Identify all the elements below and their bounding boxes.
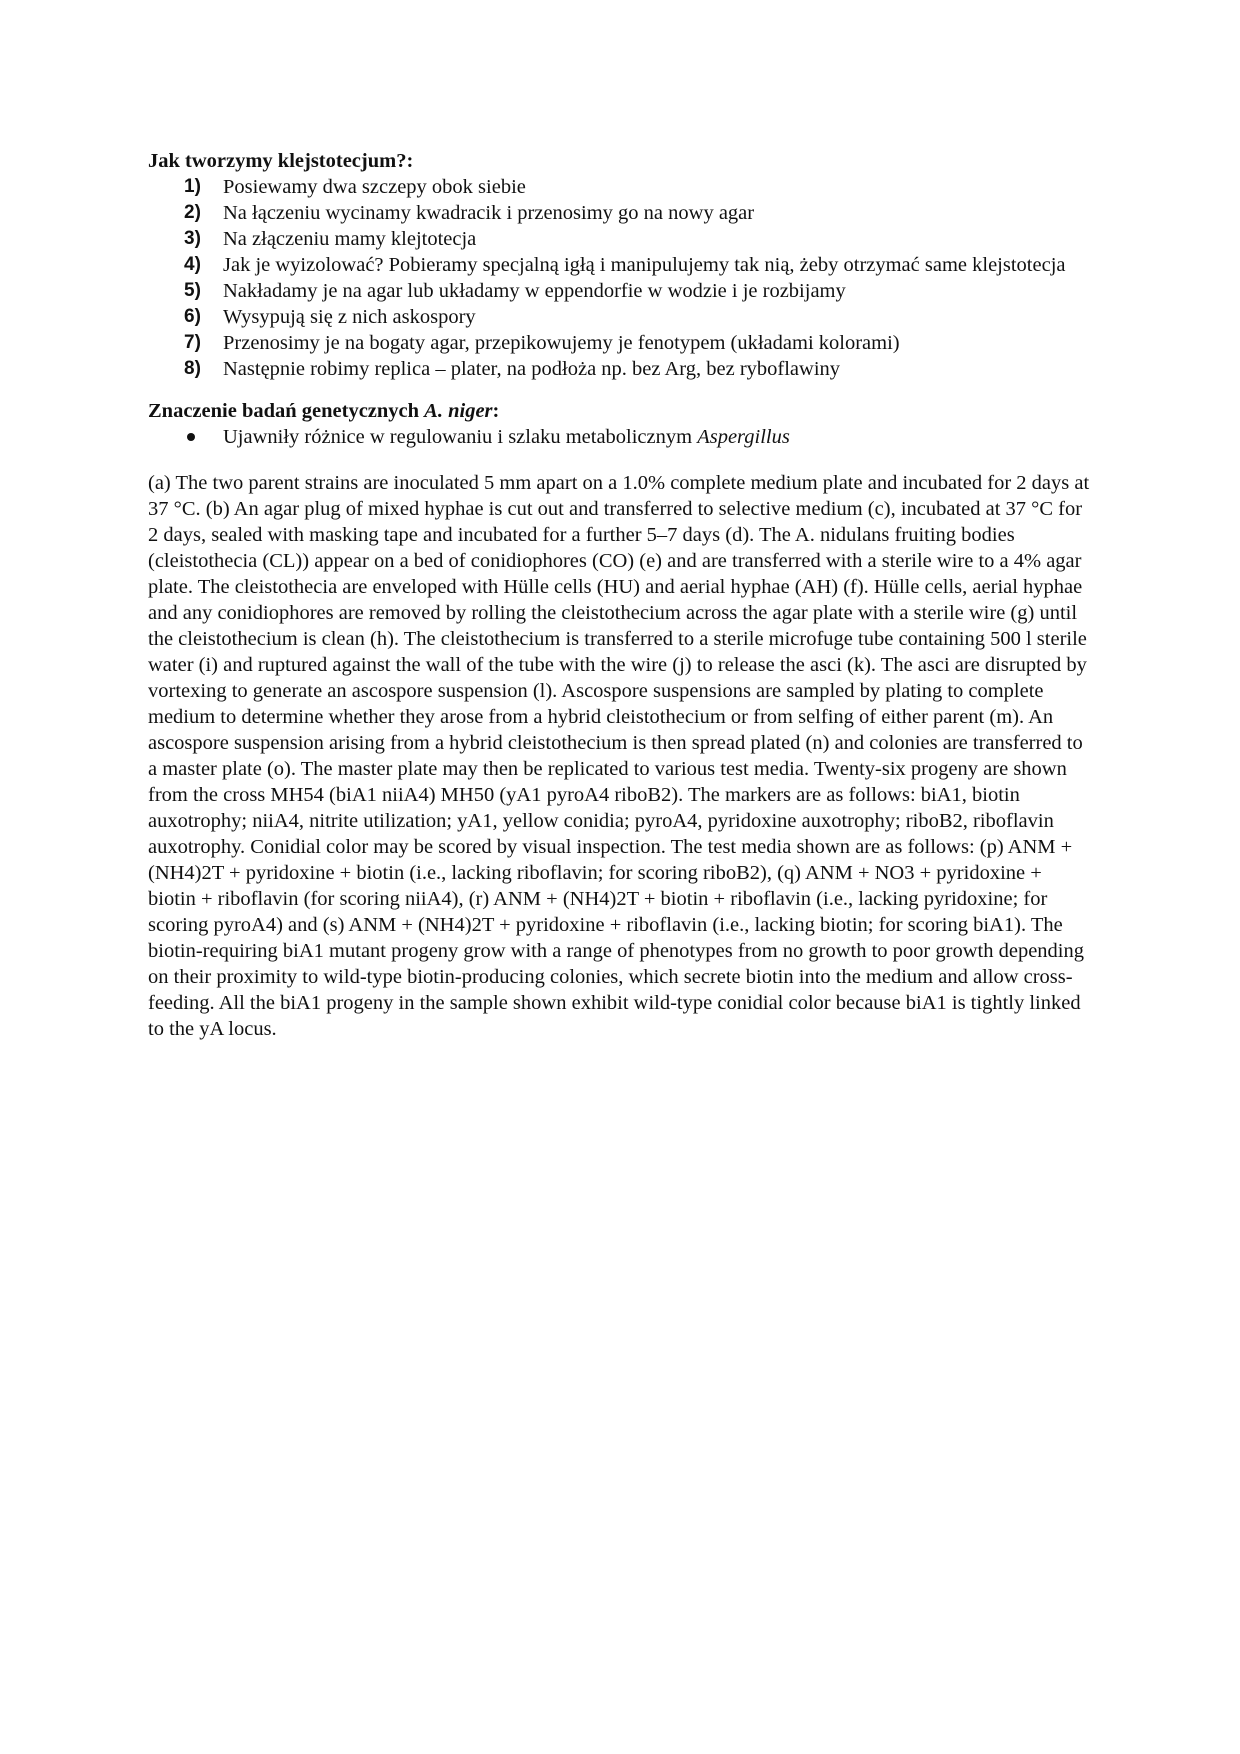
list-item [148, 174, 1092, 200]
list-item-text: Na łączeniu wycinamy kwadracik i przenosimy go na nowy agar [223, 202, 755, 224]
bullet-list [148, 424, 1092, 450]
list-item-text: Przenosimy je na bogaty agar, przepikowujemy je fenotypem (układami kolorami) [223, 332, 900, 354]
list-item [148, 226, 1092, 252]
list-item [148, 330, 1092, 356]
list-item [148, 200, 1092, 226]
list-number: 2) [184, 202, 201, 223]
list-number: 6) [184, 306, 201, 327]
list-item-text: Nakładamy je na agar lub układamy w eppendorfie w wodzie i je rozbijamy [223, 280, 846, 302]
description-paragraph: (a) The two parent strains are inoculated 5 mm apart on a 1.0% complete medium plate and incubated for 2 days at 37 °C. (b) An agar plug of mixed hyphae is cut out and transferred to selective medium (c), incubated at 37 °C for 2 days, sealed with masking tape and incubated for a further 5–7 days (d). The A. nidulans fruiting bodies (cleistothecia (CL)) appear on a bed of conidiophores (CO) (e) and are transferred with a sterile wire to a 4% agar plate. The cleistothecia are enveloped with Hülle cells (HU) and aerial hyphae (AH) (f). Hülle cells, aerial hyphae and any conidiophores are removed by rolling the cleistothecium across the agar plate with a sterile wire (g) until the cleistothecium is clean (h). The cleistothecium is transferred to a sterile microfuge tube containing 500 l sterile water (i) and ruptured against the wall of the tube with the wire (j) to release the asci (k). The asci are disrupted by vortexing to generate an ascospore suspension (l). Ascospore suspensions are sampled by plating to complete medium to determine whether they arose from a hybrid cleistothecium or from selfing of either parent (m). An ascospore suspension arising from a hybrid cleistothecium is then spread plated (n) and colonies are transferred to a master plate (o). The master plate may then be replicated to various test media. Twenty-six progeny are shown from the cross MH54 (biA1 niiA4) MH50 (yA1 pyroA4 riboB2). The markers are as follows: biA1, biotin auxotrophy; niiA4, nitrite utilization; yA1, yellow conidia; pyroA4, pyridoxine auxotrophy; riboB2, riboflavin auxotrophy. Conidial color may be scored by visual inspection. The test media shown are as follows: (p) ANM + (NH4)2T + pyridoxine + biotin (i.e., lacking riboflavin; for scoring riboB2), (q) ANM + NO3 + pyridoxine + biotin + riboflavin (for scoring niiA4), (r) ANM + (NH4)2T + biotin + riboflavin (i.e., lacking pyridoxine; for scoring pyroA4) and (s) ANM + (NH4)2T + pyridoxine + riboflavin (i.e., lacking biotin; for scoring biA1). The biotin-requiring biA1 mutant progeny grow with a range of phenotypes from no growth to poor growth depending on their proximity to wild-type biotin-producing colonies, which secrete biotin into the medium and allow cross-feeding. All the biA1 progeny in the sample shown exhibit wild-type conidial color because biA1 is tightly linked to the yA locus. [148, 472, 1090, 1040]
list-item-text: Posiewamy dwa szczepy obok siebie [223, 176, 526, 198]
list-number: 8) [184, 358, 201, 379]
list-item [148, 252, 1092, 278]
heading-suffix: : [492, 400, 500, 422]
heading-species: A. niger [424, 400, 493, 422]
spacer [148, 450, 1092, 470]
section-heading-genetics [148, 398, 1092, 424]
bullet-italic-term: Aspergillus [697, 426, 790, 448]
list-item-text: Jak je wyizolować? Pobieramy specjalną igłą i manipulujemy tak nią, żeby otrzymać same klejstotecja [223, 254, 1066, 276]
list-number: 5) [184, 280, 201, 301]
steps-list [148, 174, 1092, 382]
list-number: 1) [184, 176, 201, 197]
bullet-text: Ujawniły różnice w regulowaniu i szlaku metabolicznym [223, 426, 698, 448]
list-item [148, 278, 1092, 304]
heading-prefix: Znaczenie badań genetycznych [148, 400, 425, 422]
document-content [148, 148, 1092, 1042]
list-item-text: Następnie robimy replica – plater, na podłoża np. bez Arg, bez ryboflawiny [223, 358, 841, 380]
list-item-text: Wysypują się z nich askospory [223, 306, 476, 328]
list-item [148, 356, 1092, 382]
list-number: 4) [184, 254, 201, 275]
list-item [148, 424, 1092, 450]
list-number: 7) [184, 332, 201, 353]
list-item-text: Na złączeniu mamy klejtotecja [223, 228, 477, 250]
spacer [148, 382, 1092, 398]
section-heading-cleistothecium: Jak tworzymy klejstotecjum?: [148, 150, 414, 172]
list-number: 3) [184, 228, 201, 249]
bullet-icon [187, 433, 195, 441]
list-item [148, 304, 1092, 330]
